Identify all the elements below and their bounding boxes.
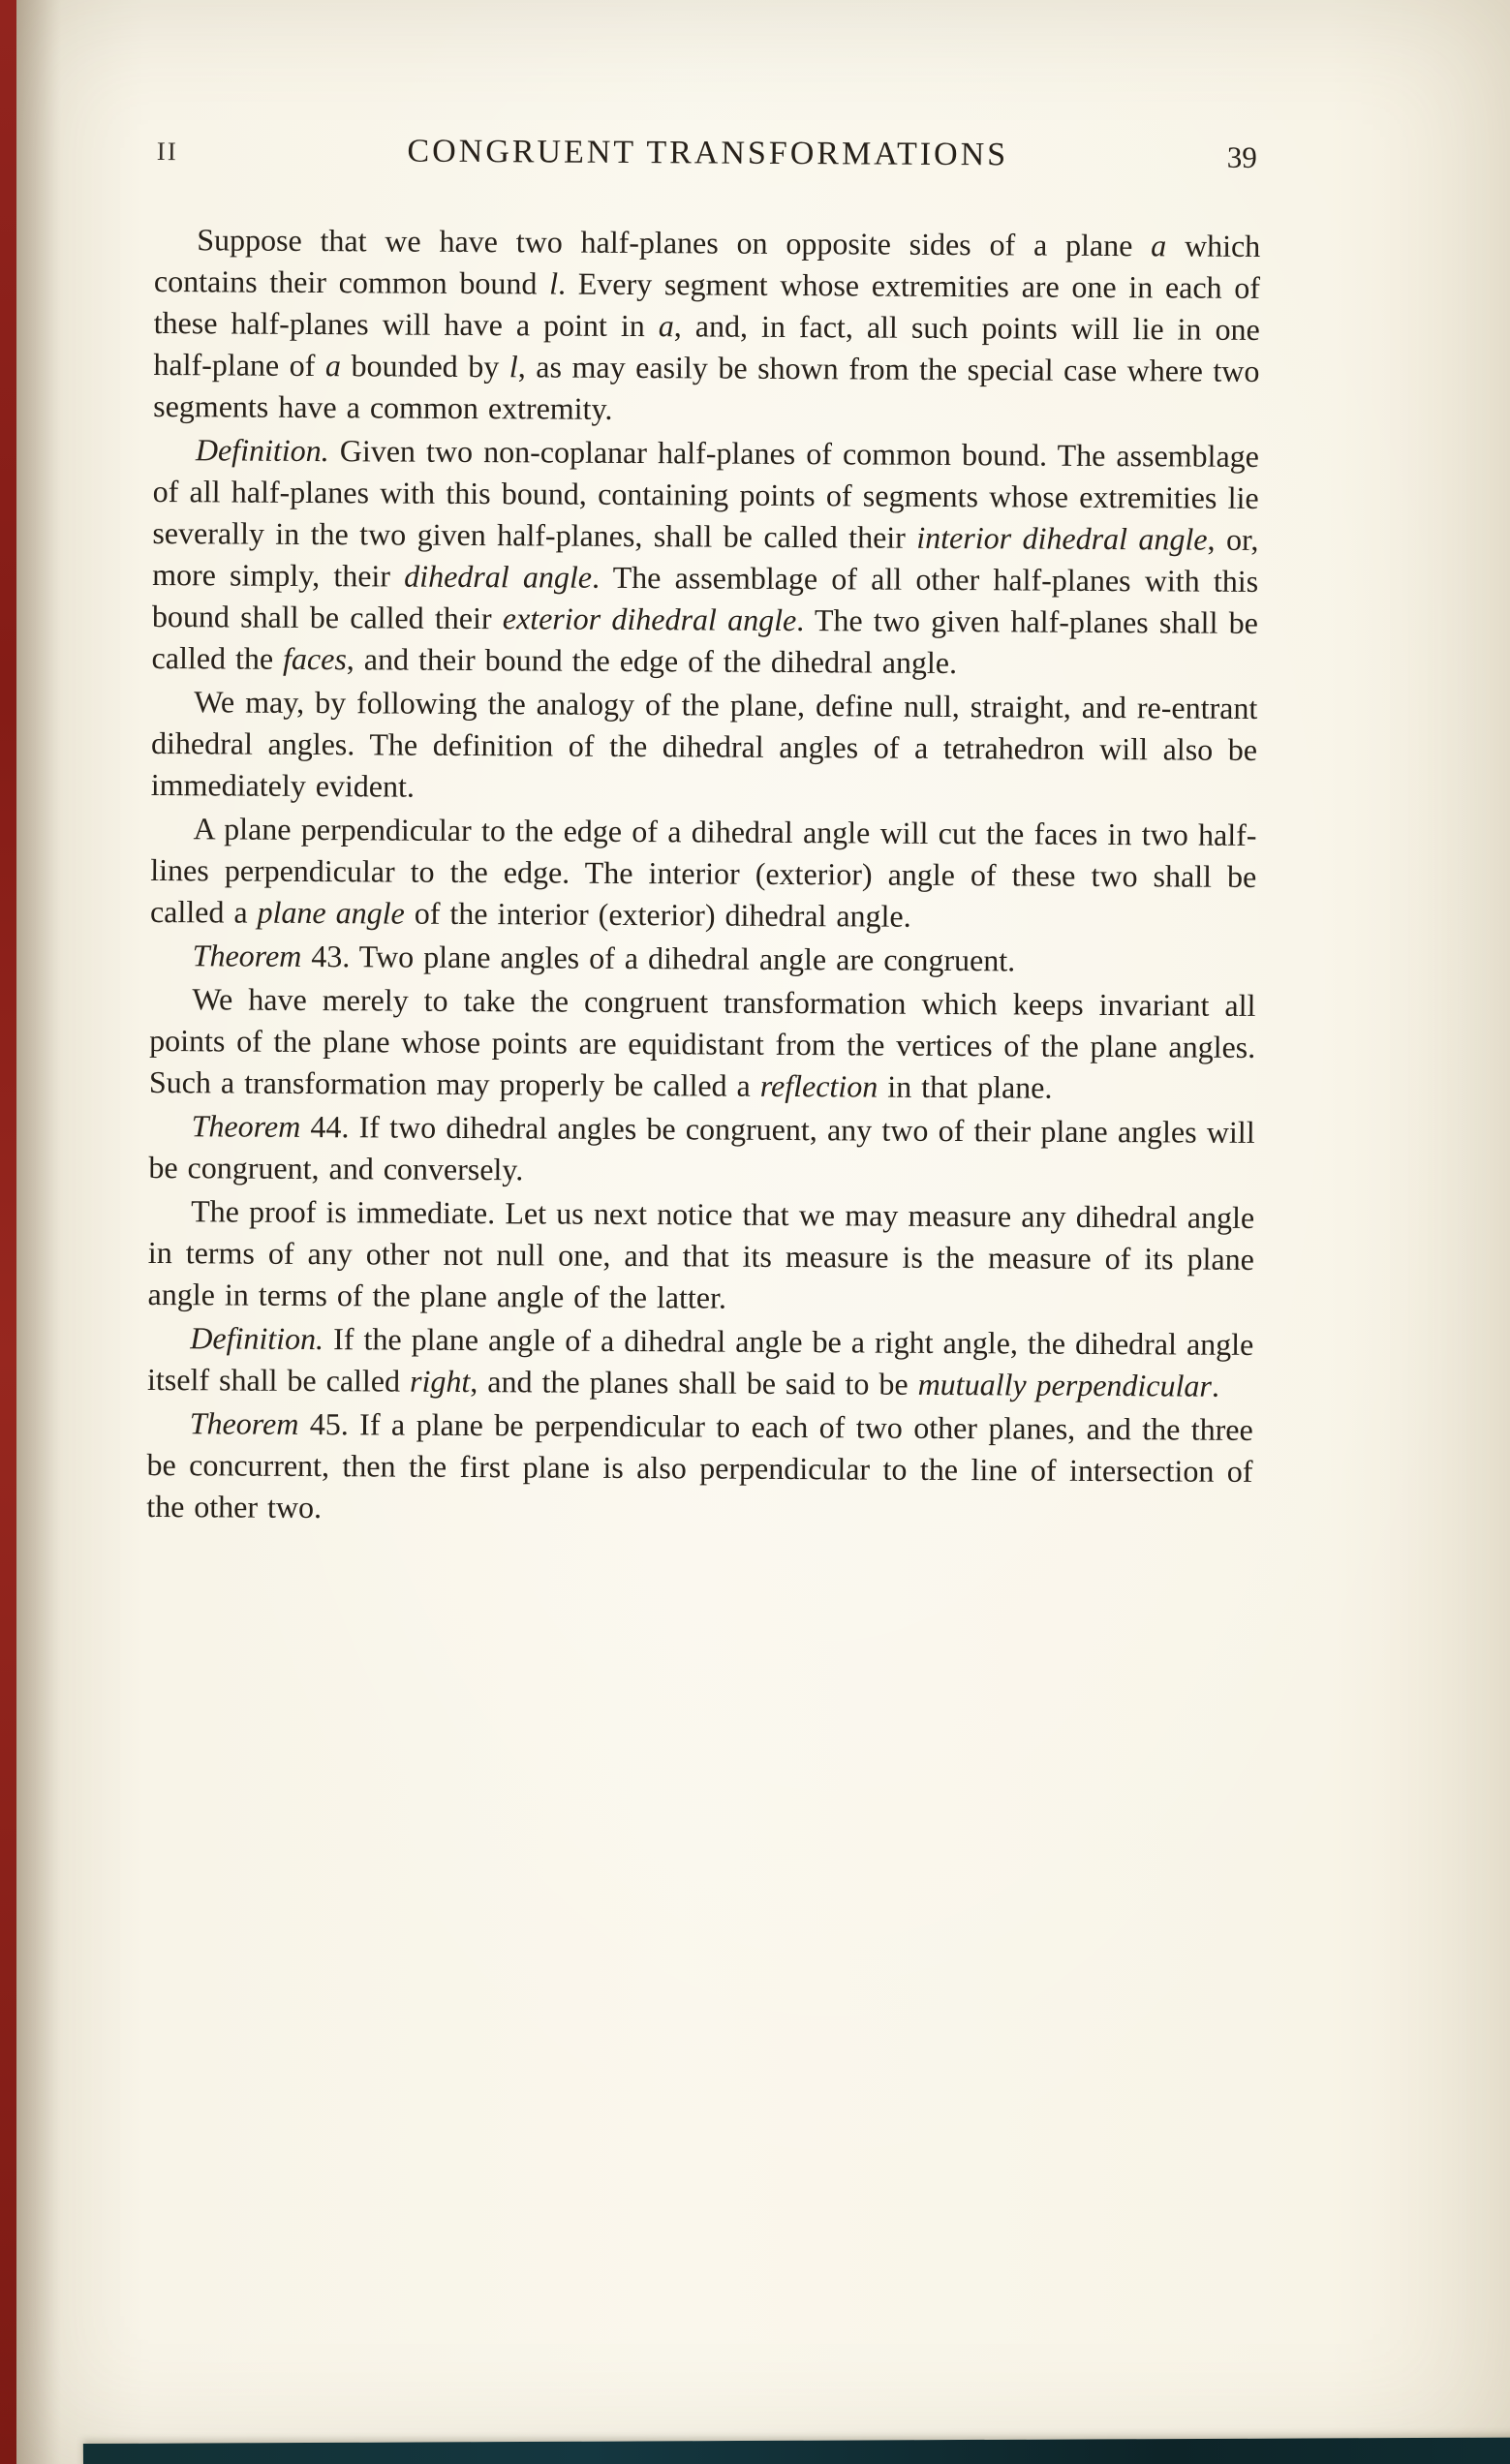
text-run: 45. If a plane be perpendicular to each of two other planes, and the three be concurrent, then the first plane is also perpendicular to the line of intersection of the other two.	[146, 1405, 1253, 1525]
paragraph	[149, 978, 1256, 1110]
paragraph	[151, 681, 1258, 813]
text-run: If the plane angle of a dihedral angle be a right angle, the dihedral angle itself shall be called	[146, 1321, 1254, 1399]
text-run: which contains their common bound	[153, 228, 1261, 301]
text-run: , or, more simply, their	[152, 521, 1259, 594]
italic-text-run: right	[409, 1363, 471, 1400]
italic-text-run: a	[658, 308, 674, 344]
page-number: 39	[1226, 139, 1257, 174]
text-run: bounded by	[340, 348, 509, 385]
text-run: We may, by following the analogy of the plane, define null, straight, and re-entrant dihedral angles. The definition of the dihedral angles of a tetrahedron will also be immediately evident.	[150, 684, 1258, 804]
book-spine-edge	[0, 0, 16, 2464]
text-run: , as may easily be shown from the special case where two segments have a common extremity.	[153, 349, 1260, 426]
text-run: 43. Two plane angles of a dihedral angle are congruent.	[301, 938, 1016, 978]
running-header	[155, 122, 1261, 175]
text-run: We have merely to take the congruent transformation which keeps invariant all points of the plane whose points are equidistant from the vertices of the plane angles. Such a transformation may properly be called a	[148, 981, 1256, 1103]
italic-text-run: a	[324, 348, 342, 384]
bottom-scan-band	[83, 2437, 1510, 2464]
text-run: , and the planes shall be said to be	[470, 1364, 918, 1401]
text-run: Suppose that we have two half-planes on opposite sides of a plane	[197, 222, 1152, 263]
italic-text-run: Definition.	[190, 1320, 324, 1357]
text-run: in that plane.	[878, 1068, 1053, 1105]
text-run: The proof is immediate. Let us next notice that we may measure any dihedral angle in terms of any other not null one, and that its measure is the measure of its plane angle in terms of the plane angle of the latter.	[147, 1193, 1255, 1315]
italic-text-run: mutually perpendicular	[917, 1366, 1213, 1403]
paragraph	[150, 935, 1256, 983]
italic-text-run: exterior dihedral angle	[502, 601, 797, 638]
text-run: of the interior (exterior) dihedral angle.	[404, 895, 911, 934]
text-run: . Every segment whose extremities are one in each of these half-planes will have a point in	[153, 265, 1261, 344]
text-run: , and, in fact, all such points will lie in one half-plane of	[153, 308, 1260, 384]
italic-text-run: faces	[282, 640, 347, 677]
italic-text-run: Theorem	[191, 1108, 301, 1144]
paragraph	[147, 1190, 1254, 1322]
italic-text-run: interior dihedral angle	[916, 519, 1208, 557]
italic-text-run: Theorem	[192, 938, 302, 973]
italic-text-run: Theorem	[189, 1405, 299, 1441]
italic-text-run: reflection	[759, 1067, 878, 1104]
text-run: .	[1211, 1368, 1220, 1403]
italic-text-run: l	[508, 349, 518, 385]
italic-text-run: Definition.	[195, 432, 329, 469]
paragraph	[147, 1317, 1254, 1407]
text-run: . The two given half-planes shall be called the	[151, 602, 1258, 676]
spine-shadow	[16, 0, 61, 2464]
paragraph	[150, 808, 1257, 939]
italic-text-run: l	[549, 265, 559, 301]
italic-text-run: dihedral angle	[404, 558, 593, 595]
italic-text-run: a	[1151, 228, 1167, 263]
text-block	[146, 122, 1261, 1534]
italic-text-run: plane angle	[257, 894, 405, 931]
paragraph	[151, 429, 1259, 686]
text-run: , and their bound the edge of the dihedral angle.	[346, 641, 958, 681]
text-run: 44. If two dihedral angles be congruent, any two of their plane angles will be congruent, and conversely.	[148, 1108, 1255, 1187]
paragraph	[148, 1105, 1255, 1195]
page-body	[146, 219, 1260, 1534]
paragraph	[153, 219, 1260, 434]
paragraph	[146, 1402, 1253, 1534]
chapter-numeral: II	[156, 137, 178, 167]
text-run: . The assemblage of all other half-planes with this bound shall be called their	[151, 559, 1259, 636]
running-title: CONGRUENT TRANSFORMATIONS	[407, 133, 1009, 173]
text-run: Given two non-coplanar half-planes of common bound. The assemblage of all half-planes with this bound, containing points of segments whose extremities lie severally in the two given half-planes, shall be called their	[152, 433, 1260, 555]
text-run: A plane perpendicular to the edge of a dihedral angle will cut the faces in two half-lines perpendicular to the edge. The interior (exterior) angle of these two shall be called a	[149, 811, 1257, 930]
